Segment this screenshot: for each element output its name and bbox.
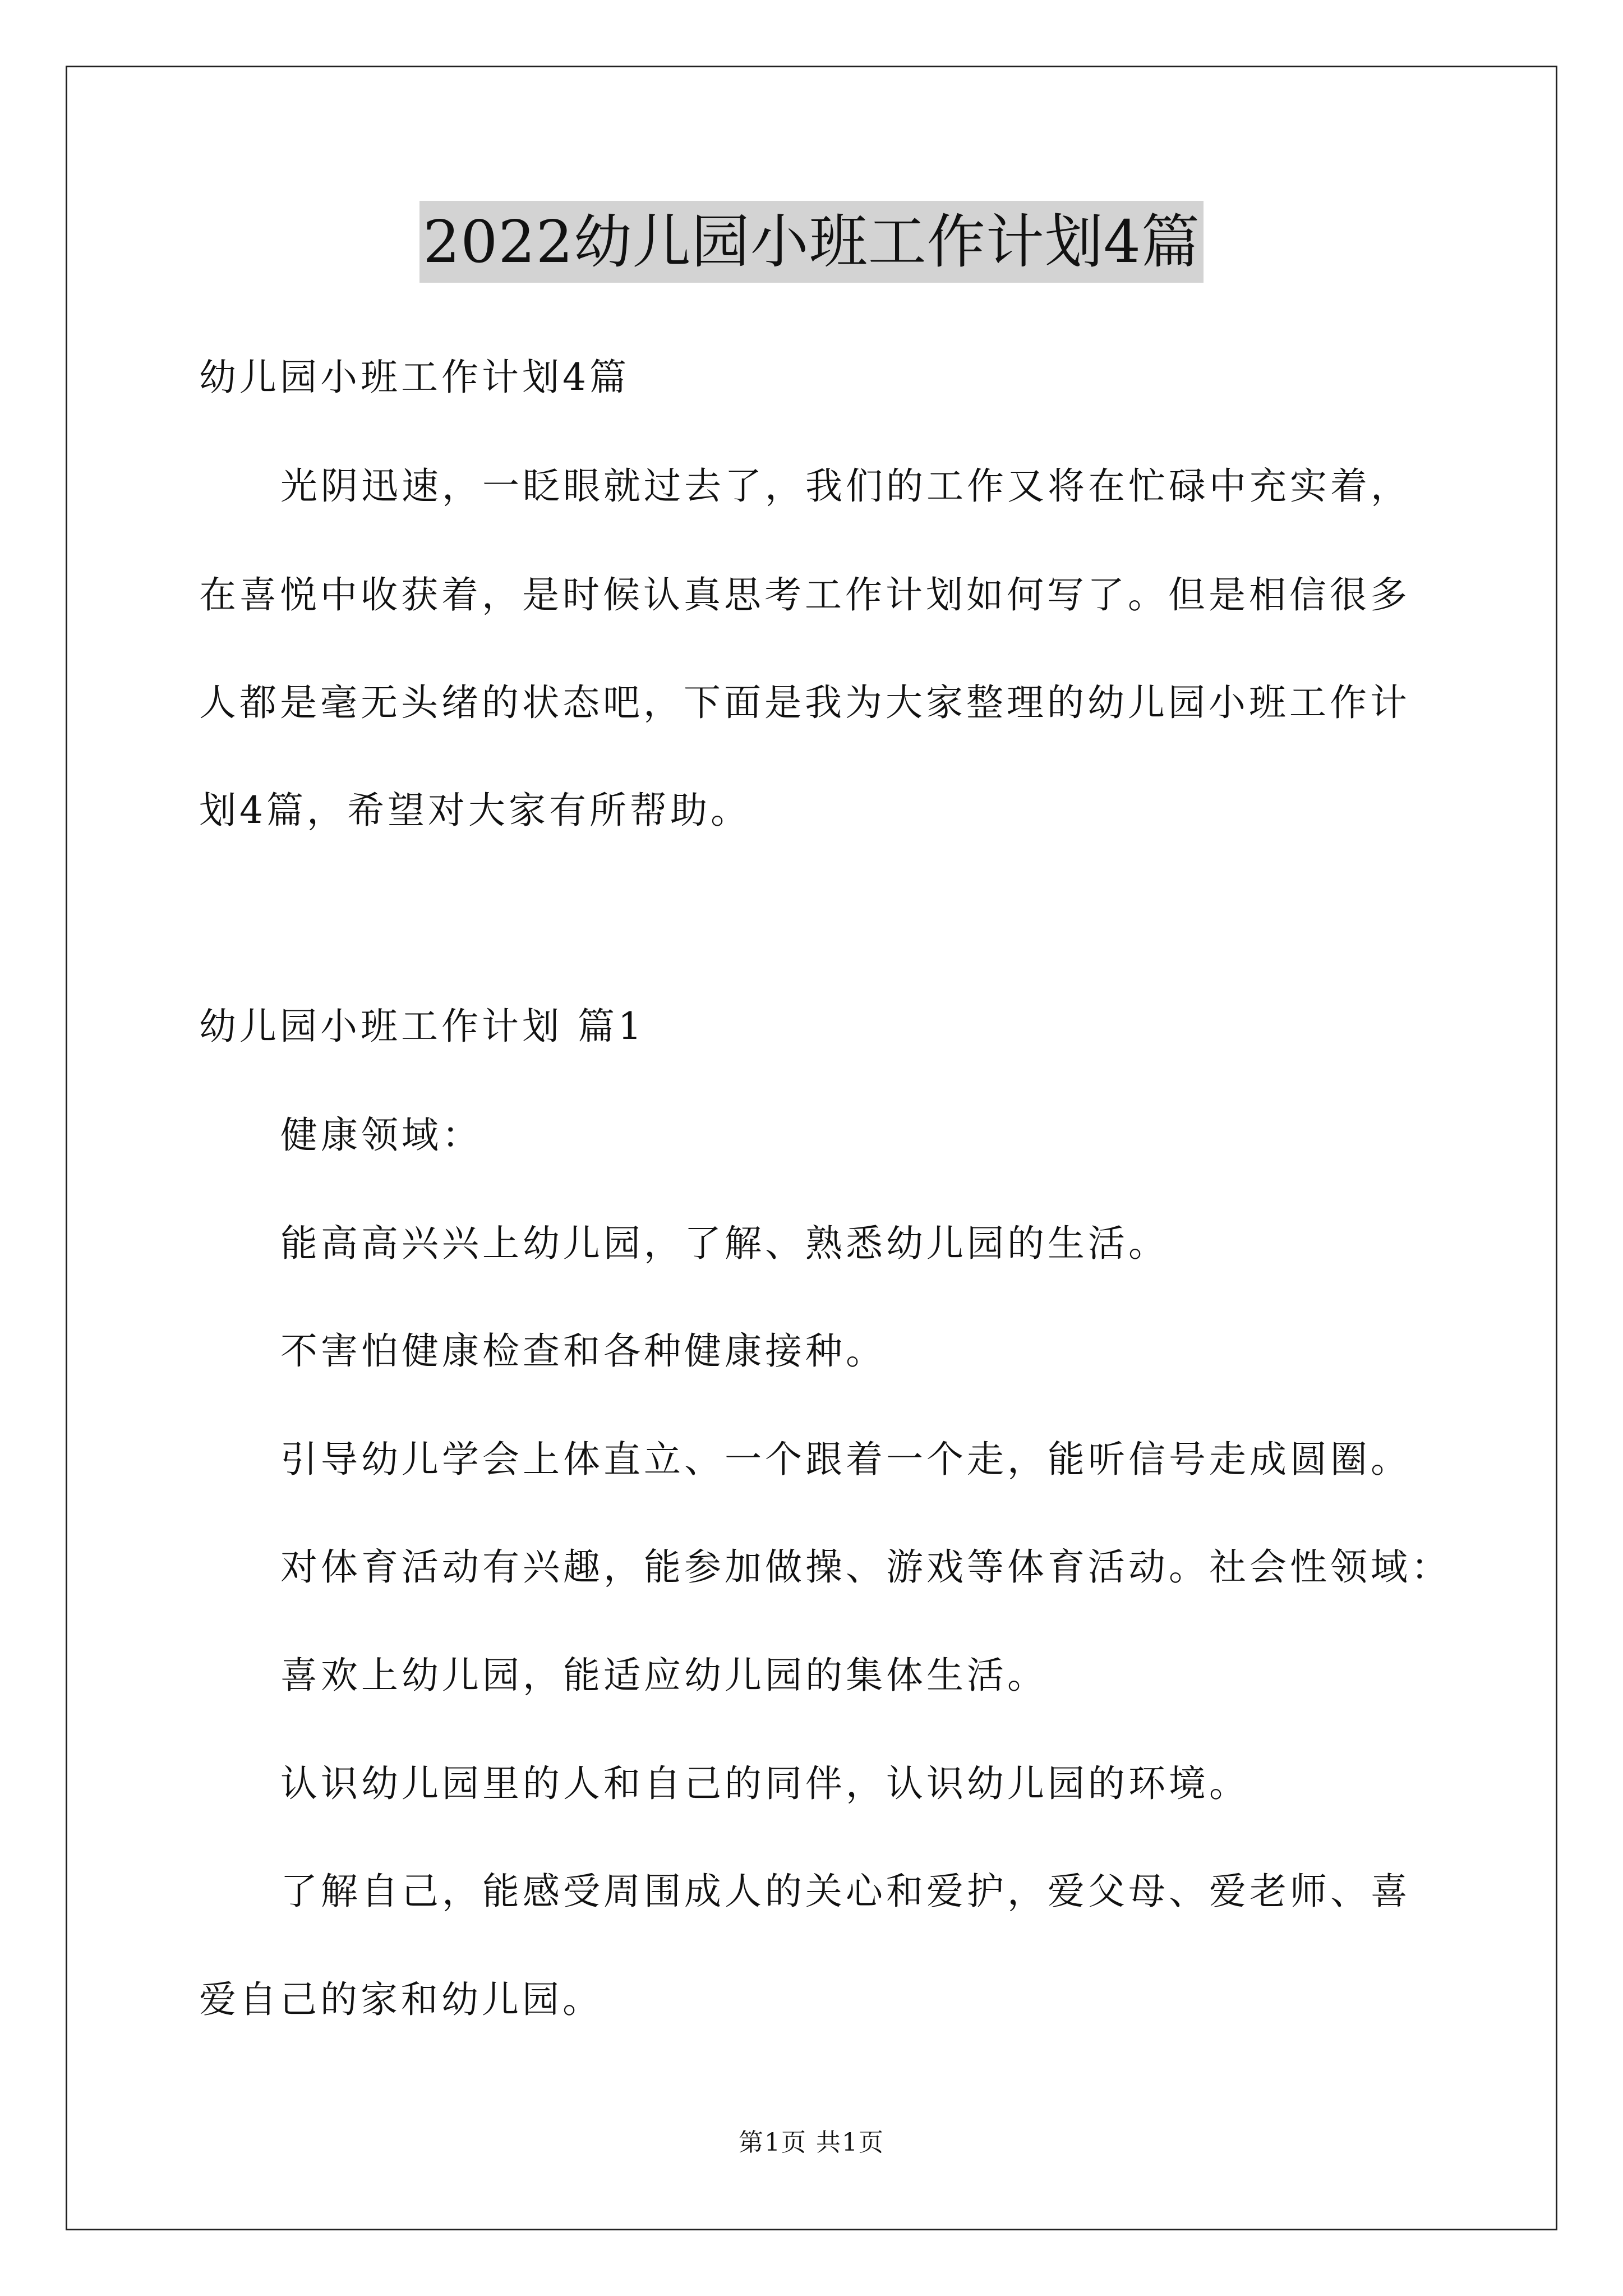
section-heading: 幼儿园小班工作计划 篇1 — [199, 1005, 645, 1048]
body-line-8: 了解自己，能感受周围成人的关心和爱护，爱父母、爱老师、喜 — [280, 1870, 1411, 1913]
body-line-9: 爱自己的家和幼儿园。 — [199, 1978, 603, 2021]
subtitle: 幼儿园小班工作计划4篇 — [199, 356, 630, 399]
body-line-5: 对体育活动有兴趣，能参加做操、游戏等体育活动。社会性领域： — [280, 1545, 1451, 1589]
intro-line-2: 在喜悦中收获着，是时候认真思考工作计划如何写了。但是相信很多 — [199, 573, 1410, 616]
intro-line-1: 光阴迅速，一眨眼就过去了，我们的工作又将在忙碌中充实着， — [280, 464, 1411, 508]
body-line-4: 引导幼儿学会上体直立、一个跟着一个走，能听信号走成圆圈。 — [280, 1438, 1411, 1481]
body-line-2: 能高高兴兴上幼儿园，了解、熟悉幼儿园的生活。 — [280, 1222, 1169, 1265]
document-title: 2022幼儿园小班工作计划4篇 — [419, 201, 1204, 283]
body-line-1: 健康领域： — [280, 1114, 482, 1157]
body-line-3: 不害怕健康检查和各种健康接种。 — [280, 1329, 886, 1373]
body-line-7: 认识幼儿园里的人和自己的同伴，认识幼儿园的环境。 — [280, 1762, 1249, 1805]
title-wrap — [0, 201, 1623, 283]
page-footer: 第1页 共1页 — [739, 2128, 884, 2157]
intro-line-4: 划4篇，希望对大家有所帮助。 — [199, 789, 751, 832]
intro-line-3: 人都是毫无头绪的状态吧，下面是我为大家整理的幼儿园小班工作计 — [199, 681, 1410, 724]
body-line-6: 喜欢上幼儿园，能适应幼儿园的集体生活。 — [280, 1654, 1048, 1697]
